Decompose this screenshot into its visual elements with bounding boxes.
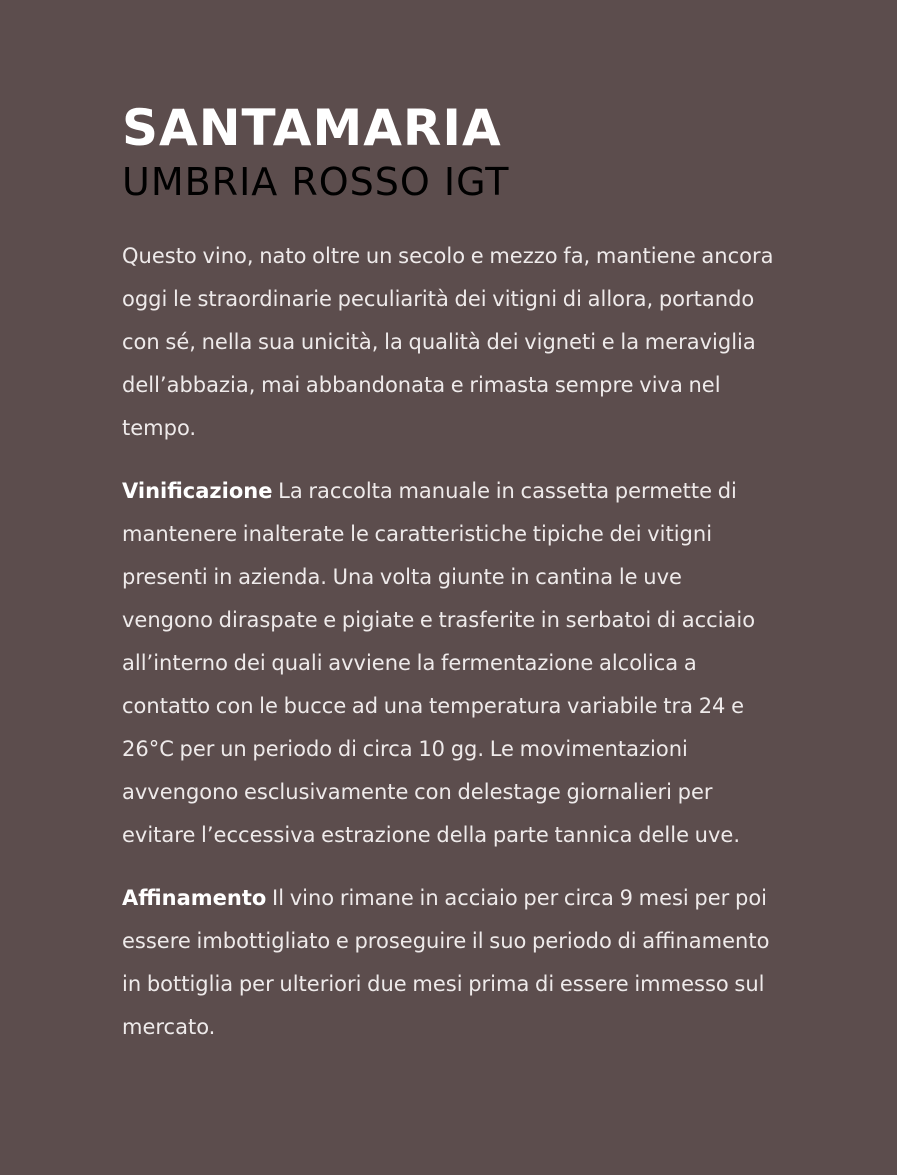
vinificazione-label: Vinificazione [122, 479, 273, 503]
intro-paragraph: Questo vino, nato oltre un secolo e mezzo fa, mantiene ancora oggi le straordinarie peculiarità dei vitigni di allora, portando con sé, nella sua unicità, la qualità dei vigneti e la meraviglia dell’abbazia, mai abbandonata e rimasta sempre viva nel tempo. [122, 244, 774, 440]
vinificazione-text: La raccolta manuale in cassetta permette di mantenere inalterate le caratteristiche tipiche dei vitigni presenti in azienda. Una volta giunte in cantina le uve vengono diraspate e pigiate e trasferite in serbatoi di acciaio all’interno dei quali avviene la fermentazione alcolica a contatto con le bucce ad una temperatura variabile tra 24 e 26°C per un periodo di circa 10 gg. Le movimentazioni avvengono esclusivamente con delestage giornalieri per evitare l’eccessiva estrazione della parte tannica delle uve. [122, 479, 756, 847]
affinamento-paragraph [122, 877, 777, 1049]
vinificazione-paragraph [122, 470, 777, 857]
affinamento-text: Il vino rimane in acciaio per circa 9 mesi per poi essere imbottigliato e proseguire il suo periodo di affinamento in bottiglia per ulteriori due mesi prima di essere immesso sul mercato. [122, 886, 770, 1039]
wine-subtitle: UMBRIA ROSSO IGT [122, 160, 510, 204]
affinamento-label: Affinamento [122, 886, 267, 910]
wine-title: SANTAMARIA [122, 99, 502, 157]
